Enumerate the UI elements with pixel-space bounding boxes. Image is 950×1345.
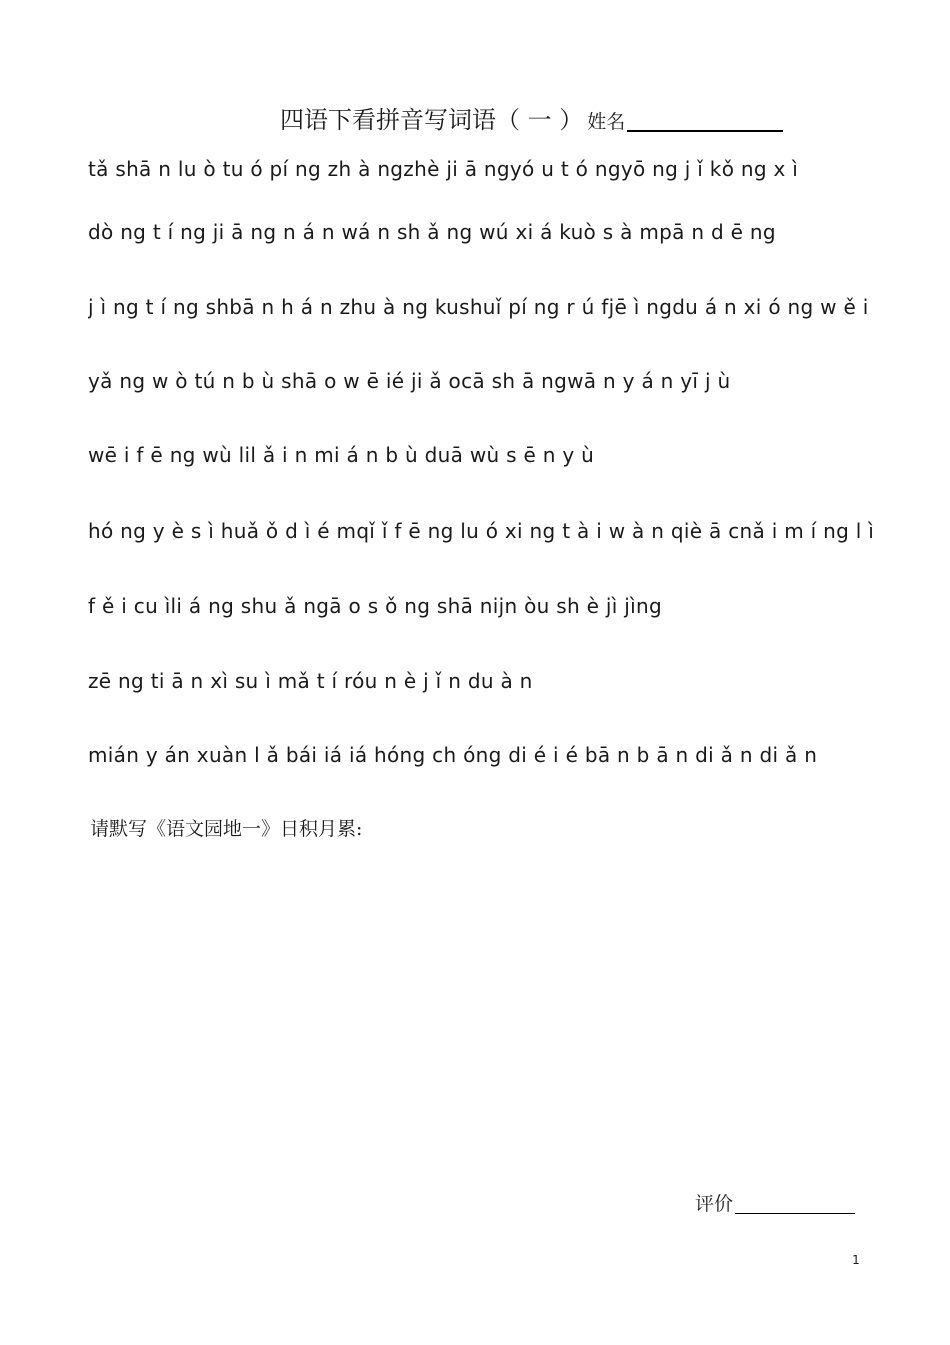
evaluation-blank-line[interactable] [735,1193,855,1214]
pinyin-row-1: tǎ shā n lu ò tu ó pí ng zh à ngzhè ji ā ngyó u t ó ngyō ng j ǐ kǒ ng x ì [88,157,799,181]
worksheet-title [280,100,840,140]
name-blank-line[interactable] [627,108,783,132]
pinyin-row-9: mián y án xuàn l ǎ bái iá iá hóng ch óng di é i é bā n b ā n di ǎ n di ǎ n [88,743,818,767]
page-number: 1 [852,1253,860,1267]
instruction-text: 请默写《语文园地一》日积月累: [90,818,363,840]
pinyin-row-4: yǎ ng w ò tú n b ù shā o w ē ié ji ǎ ocā sh ā ngwā n y á n yī j ù [88,369,731,393]
pinyin-row-2: dò ng t í ng ji ā ng n á n wá n sh ǎ ng wú xi á kuò s à mpā n d ē ng [88,220,776,244]
title-text: 四语下看拼音写词语（ 一 ） [280,106,584,134]
pinyin-row-5: wē i f ē ng wù lil ǎ i n mi á n b ù duā wù s ē n y ù [88,443,595,467]
evaluation-field [695,1187,895,1221]
name-label: 姓名 [587,111,626,133]
pinyin-row-8: zē ng ti ā n xì su ì mǎ t í róu n è j ǐ n du à n [88,669,533,693]
pinyin-row-7: f ě i cu ìli á ng shu ǎ ngā o s ǒ ng shā nijn òu sh è jì jìng [88,594,662,618]
evaluation-label: 评价 [695,1193,734,1215]
pinyin-row-6: hó ng y è s ì huǎ ǒ d ì é mqǐ ǐ f ē ng lu ó xi ng t à i w à n qiè ā cnǎ i m í ng l ì [88,519,875,543]
pinyin-row-3: j ì ng t í ng shbā n h á n zhu à ng kushuǐ pí ng r ú fjē ì ngdu á n xi ó ng w ě i [88,295,869,319]
